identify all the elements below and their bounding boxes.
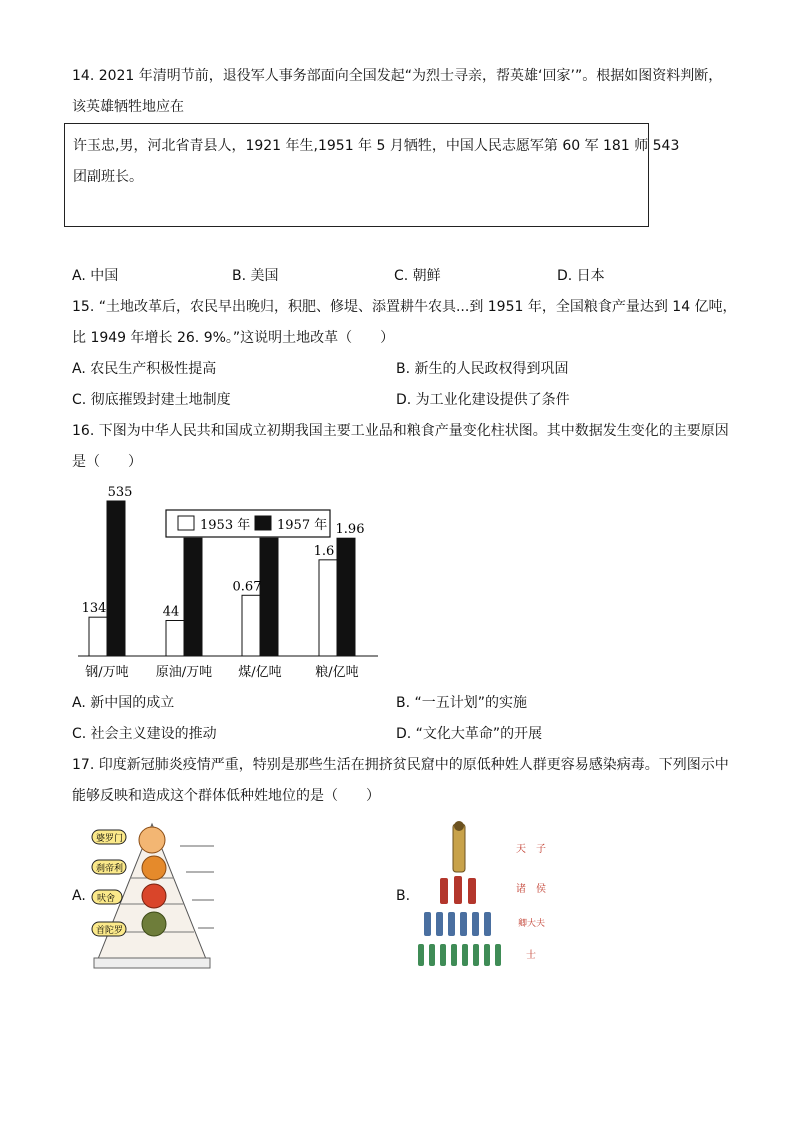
brahmin-label: 婆罗门 [96,834,124,844]
category-label-0: 钢/万吨 [85,665,129,680]
value-label-0-series-0: 134 [81,601,107,617]
category-label-3: 粮/亿吨 [315,665,359,680]
son-of-heaven-figure [453,821,465,872]
caste-pyramid-image[interactable] [88,818,218,972]
bar-2-series-1 [260,538,278,656]
feudal-lords-figures [440,876,476,904]
q14-option-c[interactable]: C. 朝鲜 [394,268,441,284]
feudal-hierarchy-image[interactable] [414,818,554,972]
shudra-figure-head [142,912,166,936]
q17-stem-line1: 17. 印度新冠肺炎疫情严重，特别是那些生活在拥挤贫民窟中的原低种姓人群更容易感染病毒。下列图示中 [72,757,729,773]
label-hou: 侯 [536,884,546,895]
category-label-2: 煤/亿吨 [238,665,282,680]
q14-material-line2: 团副班长。 [73,169,143,185]
q16-stem-line2: 是（ ） [72,454,142,470]
kshatriya-figure-head [142,856,166,880]
pyramid-base [94,958,210,968]
value-label-3-series-0: 1.6 [313,543,335,559]
q17-stem-line2: 能够反映和造成这个群体低种姓地位的是（ ） [72,788,380,804]
q16-option-d[interactable]: D. “文化大革命”的开展 [396,726,543,742]
label-tian: 天 [516,844,526,855]
label-qingdafu: 卿大夫 [518,919,546,929]
ministers-figures [424,912,491,936]
q15-option-c[interactable]: C. 彻底摧毁封建土地制度 [72,392,231,408]
q16-option-b[interactable]: B. “一五计划”的实施 [396,695,528,711]
q15-stem-line1: 15. “土地改革后，农民早出晚归，积肥、修堤、添置耕牛农具...到 1951 年，全国粮食产量达到 14 亿吨， [72,299,737,315]
value-label-3-series-1: 1.96 [335,522,365,538]
bar-0-series-0 [89,617,107,656]
brahmin-figure-head [139,827,165,853]
bar-1-series-1 [184,538,202,656]
kshatriya-label: 刹帝利 [96,864,124,874]
q16-option-c[interactable]: C. 社会主义建设的推动 [72,726,217,742]
q14-material-line1: 许玉忠,男，河北省青县人，1921 年生,1951 年 5 月牺牲，中国人民志愿军第 60 军 181 师 543 [73,138,680,154]
bar-3-series-0 [319,560,337,656]
legend-swatch-1957 [255,516,271,530]
q14-material-box [64,123,680,227]
label-zi: 子 [536,844,546,855]
q15-stem-line2: 比 1949 年增长 26. 9%。”这说明土地改革（ ） [72,330,395,346]
bar-0-series-1 [107,501,125,656]
chart-legend [166,510,330,537]
shudra-label: 首陀罗 [96,926,124,936]
label-shi: 士 [526,950,536,961]
value-label-2-series-0: 0.67 [232,579,262,595]
production-bar-chart [70,478,390,686]
scholars-figures [418,944,501,966]
q16-option-a[interactable]: A. 新中国的成立 [72,695,175,711]
q14-option-d[interactable]: D. 日本 [557,268,605,284]
q15-option-d[interactable]: D. 为工业化建设提供了条件 [396,392,570,408]
q15-option-a[interactable]: A. 农民生产积极性提高 [72,361,217,377]
legend-swatch-1953 [178,516,194,530]
value-label-1-series-0: 44 [162,604,180,620]
q14-stem-line2: 该英雄牺牲地应在 [72,99,184,115]
label-zhu: 诸 [516,884,526,895]
vaishya-figure-head [142,884,166,908]
vaishya-label: 吠舍 [97,894,116,904]
q16-stem-line1: 16. 下图为中华人民共和国成立初期我国主要工业品和粮食产量变化柱状图。其中数据发生变化的主要原因 [72,423,729,439]
bar-2-series-0 [242,595,260,656]
legend-label-1953: 1953 年 [200,518,251,533]
q15-option-b[interactable]: B. 新生的人民政权得到巩固 [396,361,569,377]
q17-option-a-label[interactable]: A. [72,888,86,904]
q14-stem-line1: 14. 2021 年清明节前，退役军人事务部面向全国发起“为烈士寻亲，帮英雄‘回家’”。根据如图资料判断， [72,68,723,84]
q17-option-b-label[interactable]: B. [396,888,411,904]
category-label-1: 原油/万吨 [155,665,213,680]
q14-option-a[interactable]: A. 中国 [72,268,119,284]
bar-1-series-0 [166,620,184,656]
legend-label-1957: 1957 年 [277,518,328,533]
q14-option-b[interactable]: B. 美国 [232,268,279,284]
bar-3-series-1 [337,538,355,656]
value-label-0-series-1: 535 [107,485,133,500]
